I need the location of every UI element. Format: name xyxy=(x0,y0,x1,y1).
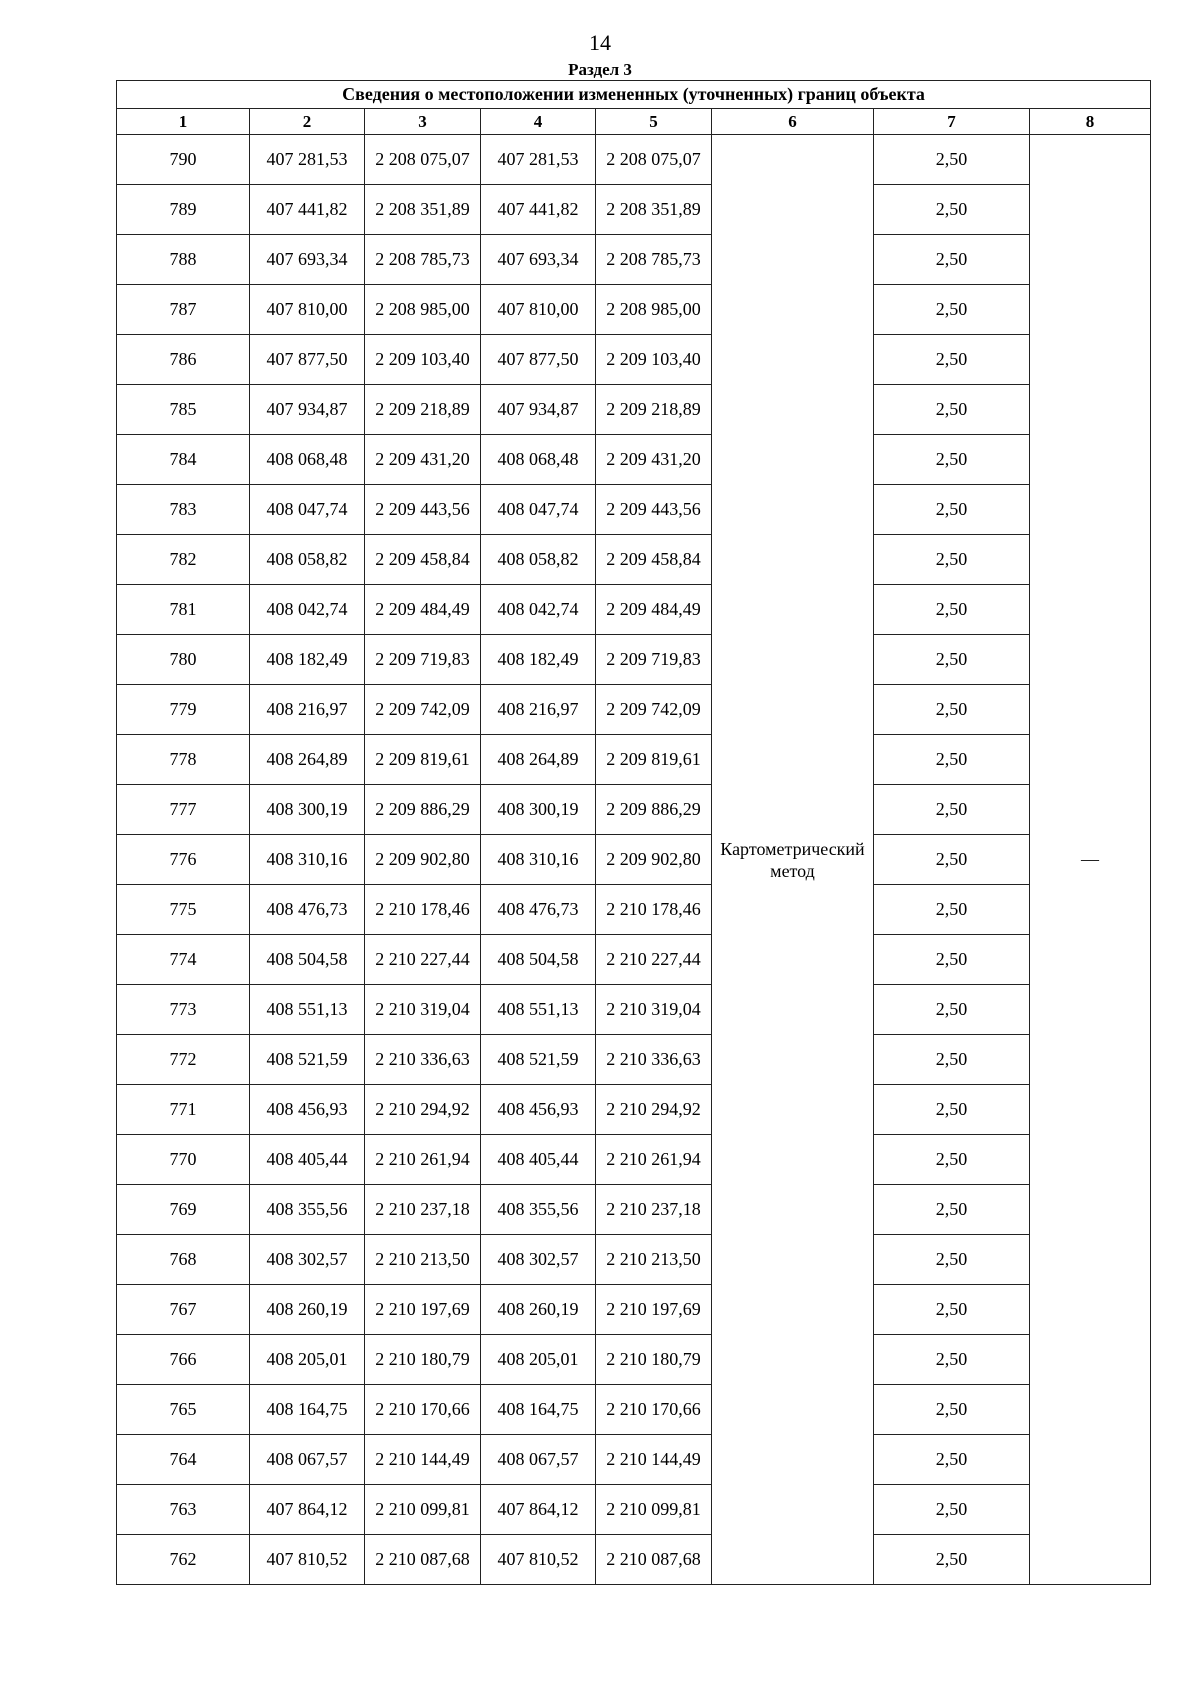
column-number: 5 xyxy=(596,109,712,135)
table-row xyxy=(117,335,1151,385)
existing-x-cell: 407 934,87 xyxy=(250,385,365,435)
table-row xyxy=(117,1485,1151,1535)
existing-x-cell: 408 300,19 xyxy=(250,785,365,835)
point-number-cell: 772 xyxy=(117,1035,250,1085)
error-value-cell: 2,50 xyxy=(874,335,1030,385)
error-value-cell: 2,50 xyxy=(874,1135,1030,1185)
point-number-cell: 773 xyxy=(117,985,250,1035)
table-row xyxy=(117,1085,1151,1135)
existing-x-cell: 408 260,19 xyxy=(250,1285,365,1335)
point-number-cell: 783 xyxy=(117,485,250,535)
table-row xyxy=(117,1035,1151,1085)
existing-y-cell: 2 209 431,20 xyxy=(365,435,481,485)
updated-y-cell: 2 210 180,79 xyxy=(596,1335,712,1385)
table-row xyxy=(117,1435,1151,1485)
updated-y-cell: 2 209 886,29 xyxy=(596,785,712,835)
error-value-cell: 2,50 xyxy=(874,935,1030,985)
existing-y-cell: 2 210 213,50 xyxy=(365,1235,481,1285)
updated-y-cell: 2 208 351,89 xyxy=(596,185,712,235)
point-number-cell: 775 xyxy=(117,885,250,935)
error-value-cell: 2,50 xyxy=(874,1435,1030,1485)
updated-x-cell: 408 205,01 xyxy=(481,1335,596,1385)
point-number-cell: 768 xyxy=(117,1235,250,1285)
table-row xyxy=(117,585,1151,635)
table-row xyxy=(117,635,1151,685)
updated-y-cell: 2 210 197,69 xyxy=(596,1285,712,1335)
updated-y-cell: 2 209 443,56 xyxy=(596,485,712,535)
column-number: 3 xyxy=(365,109,481,135)
updated-x-cell: 408 182,49 xyxy=(481,635,596,685)
existing-y-cell: 2 209 742,09 xyxy=(365,685,481,735)
section-title: Раздел 3 xyxy=(568,60,632,79)
table-row xyxy=(117,685,1151,735)
table-row xyxy=(117,735,1151,785)
existing-x-cell: 408 504,58 xyxy=(250,935,365,985)
updated-x-cell: 408 456,93 xyxy=(481,1085,596,1135)
point-number-cell: 779 xyxy=(117,685,250,735)
existing-x-cell: 408 164,75 xyxy=(250,1385,365,1435)
point-number-cell: 777 xyxy=(117,785,250,835)
error-value-cell: 2,50 xyxy=(874,535,1030,585)
page-number: 14 xyxy=(589,30,611,55)
updated-y-cell: 2 210 261,94 xyxy=(596,1135,712,1185)
point-number-cell: 781 xyxy=(117,585,250,635)
point-number-cell: 762 xyxy=(117,1535,250,1585)
point-number-cell: 790 xyxy=(117,135,250,185)
existing-x-cell: 408 405,44 xyxy=(250,1135,365,1185)
column-number: 6 xyxy=(712,109,874,135)
error-value-cell: 2,50 xyxy=(874,685,1030,735)
existing-y-cell: 2 208 075,07 xyxy=(365,135,481,185)
table-row xyxy=(117,785,1151,835)
error-value-cell: 2,50 xyxy=(874,735,1030,785)
existing-x-cell: 408 047,74 xyxy=(250,485,365,535)
updated-y-cell: 2 209 719,83 xyxy=(596,635,712,685)
point-number-cell: 774 xyxy=(117,935,250,985)
updated-y-cell: 2 208 075,07 xyxy=(596,135,712,185)
point-number-cell: 786 xyxy=(117,335,250,385)
error-value-cell: 2,50 xyxy=(874,1185,1030,1235)
table-row xyxy=(117,985,1151,1035)
updated-x-cell: 408 300,19 xyxy=(481,785,596,835)
point-number-cell: 785 xyxy=(117,385,250,435)
error-value-cell: 2,50 xyxy=(874,1335,1030,1385)
existing-x-cell: 407 864,12 xyxy=(250,1485,365,1535)
existing-x-cell: 408 264,89 xyxy=(250,735,365,785)
point-number-cell: 787 xyxy=(117,285,250,335)
table-row xyxy=(117,385,1151,435)
existing-x-cell: 407 810,00 xyxy=(250,285,365,335)
point-number-cell: 784 xyxy=(117,435,250,485)
existing-y-cell: 2 209 886,29 xyxy=(365,785,481,835)
error-value-cell: 2,50 xyxy=(874,185,1030,235)
updated-x-cell: 407 441,82 xyxy=(481,185,596,235)
updated-y-cell: 2 210 227,44 xyxy=(596,935,712,985)
updated-x-cell: 408 504,58 xyxy=(481,935,596,985)
error-value-cell: 2,50 xyxy=(874,1235,1030,1285)
table-row xyxy=(117,235,1151,285)
existing-y-cell: 2 210 319,04 xyxy=(365,985,481,1035)
point-number-cell: 782 xyxy=(117,535,250,585)
existing-x-cell: 408 551,13 xyxy=(250,985,365,1035)
table-body xyxy=(117,135,1151,1585)
existing-y-cell: 2 210 261,94 xyxy=(365,1135,481,1185)
updated-y-cell: 2 209 103,40 xyxy=(596,335,712,385)
existing-x-cell: 408 216,97 xyxy=(250,685,365,735)
point-number-cell: 770 xyxy=(117,1135,250,1185)
updated-x-cell: 408 355,56 xyxy=(481,1185,596,1235)
updated-y-cell: 2 209 902,80 xyxy=(596,835,712,885)
column-number: 1 xyxy=(117,109,250,135)
error-value-cell: 2,50 xyxy=(874,1035,1030,1085)
existing-y-cell: 2 208 985,00 xyxy=(365,285,481,335)
existing-y-cell: 2 210 099,81 xyxy=(365,1485,481,1535)
table-row xyxy=(117,1285,1151,1335)
updated-x-cell: 408 405,44 xyxy=(481,1135,596,1185)
updated-x-cell: 408 264,89 xyxy=(481,735,596,785)
error-value-cell: 2,50 xyxy=(874,1385,1030,1435)
updated-y-cell: 2 210 319,04 xyxy=(596,985,712,1035)
error-value-cell: 2,50 xyxy=(874,385,1030,435)
point-number-cell: 780 xyxy=(117,635,250,685)
existing-x-cell: 408 310,16 xyxy=(250,835,365,885)
updated-y-cell: 2 210 144,49 xyxy=(596,1435,712,1485)
table-row xyxy=(117,485,1151,535)
updated-x-cell: 407 810,00 xyxy=(481,285,596,335)
point-number-cell: 789 xyxy=(117,185,250,235)
point-number-cell: 788 xyxy=(117,235,250,285)
existing-x-cell: 408 205,01 xyxy=(250,1335,365,1385)
point-number-cell: 771 xyxy=(117,1085,250,1135)
existing-y-cell: 2 209 103,40 xyxy=(365,335,481,385)
existing-y-cell: 2 210 178,46 xyxy=(365,885,481,935)
point-number-cell: 764 xyxy=(117,1435,250,1485)
table-caption: Сведения о местоположении измененных (уточненных) границ объекта xyxy=(117,81,1151,109)
table-row xyxy=(117,885,1151,935)
existing-x-cell: 408 068,48 xyxy=(250,435,365,485)
existing-y-cell: 2 209 458,84 xyxy=(365,535,481,585)
error-value-cell: 2,50 xyxy=(874,785,1030,835)
error-value-cell: 2,50 xyxy=(874,1485,1030,1535)
existing-y-cell: 2 209 819,61 xyxy=(365,735,481,785)
existing-x-cell: 407 877,50 xyxy=(250,335,365,385)
table-row xyxy=(117,535,1151,585)
updated-x-cell: 408 047,74 xyxy=(481,485,596,535)
updated-y-cell: 2 209 218,89 xyxy=(596,385,712,435)
table-row xyxy=(117,1185,1151,1235)
existing-x-cell: 407 810,52 xyxy=(250,1535,365,1585)
updated-x-cell: 407 281,53 xyxy=(481,135,596,185)
error-value-cell: 2,50 xyxy=(874,835,1030,885)
updated-y-cell: 2 210 099,81 xyxy=(596,1485,712,1535)
existing-x-cell: 408 067,57 xyxy=(250,1435,365,1485)
table-row xyxy=(117,135,1151,185)
table-row xyxy=(117,285,1151,335)
existing-y-cell: 2 209 719,83 xyxy=(365,635,481,685)
updated-x-cell: 408 521,59 xyxy=(481,1035,596,1085)
updated-x-cell: 407 810,52 xyxy=(481,1535,596,1585)
updated-y-cell: 2 210 213,50 xyxy=(596,1235,712,1285)
note-cell: — xyxy=(1030,135,1151,1585)
updated-y-cell: 2 209 819,61 xyxy=(596,735,712,785)
existing-x-cell: 408 456,93 xyxy=(250,1085,365,1135)
updated-y-cell: 2 210 087,68 xyxy=(596,1535,712,1585)
existing-y-cell: 2 210 197,69 xyxy=(365,1285,481,1335)
updated-y-cell: 2 209 484,49 xyxy=(596,585,712,635)
updated-x-cell: 408 067,57 xyxy=(481,1435,596,1485)
existing-x-cell: 407 441,82 xyxy=(250,185,365,235)
point-number-cell: 766 xyxy=(117,1335,250,1385)
existing-y-cell: 2 210 180,79 xyxy=(365,1335,481,1385)
error-value-cell: 2,50 xyxy=(874,135,1030,185)
existing-y-cell: 2 210 237,18 xyxy=(365,1185,481,1235)
existing-y-cell: 2 210 227,44 xyxy=(365,935,481,985)
updated-y-cell: 2 210 294,92 xyxy=(596,1085,712,1135)
column-number-row xyxy=(117,109,1151,135)
updated-y-cell: 2 209 742,09 xyxy=(596,685,712,735)
error-value-cell: 2,50 xyxy=(874,285,1030,335)
existing-y-cell: 2 210 144,49 xyxy=(365,1435,481,1485)
updated-y-cell: 2 210 336,63 xyxy=(596,1035,712,1085)
existing-y-cell: 2 210 336,63 xyxy=(365,1035,481,1085)
point-number-cell: 778 xyxy=(117,735,250,785)
updated-y-cell: 2 208 785,73 xyxy=(596,235,712,285)
updated-y-cell: 2 210 237,18 xyxy=(596,1185,712,1235)
existing-y-cell: 2 209 902,80 xyxy=(365,835,481,885)
error-value-cell: 2,50 xyxy=(874,635,1030,685)
table-row xyxy=(117,1235,1151,1285)
existing-y-cell: 2 209 218,89 xyxy=(365,385,481,435)
existing-y-cell: 2 209 484,49 xyxy=(365,585,481,635)
existing-y-cell: 2 208 351,89 xyxy=(365,185,481,235)
error-value-cell: 2,50 xyxy=(874,1535,1030,1585)
updated-x-cell: 408 476,73 xyxy=(481,885,596,935)
updated-x-cell: 408 164,75 xyxy=(481,1385,596,1435)
updated-y-cell: 2 210 178,46 xyxy=(596,885,712,935)
table-row xyxy=(117,1335,1151,1385)
existing-y-cell: 2 210 294,92 xyxy=(365,1085,481,1135)
updated-x-cell: 408 302,57 xyxy=(481,1235,596,1285)
point-number-cell: 765 xyxy=(117,1385,250,1435)
updated-x-cell: 407 934,87 xyxy=(481,385,596,435)
table-row xyxy=(117,1385,1151,1435)
updated-y-cell: 2 209 458,84 xyxy=(596,535,712,585)
point-number-cell: 776 xyxy=(117,835,250,885)
updated-x-cell: 407 693,34 xyxy=(481,235,596,285)
existing-x-cell: 407 281,53 xyxy=(250,135,365,185)
updated-y-cell: 2 208 985,00 xyxy=(596,285,712,335)
updated-x-cell: 408 068,48 xyxy=(481,435,596,485)
updated-x-cell: 408 058,82 xyxy=(481,535,596,585)
updated-x-cell: 408 042,74 xyxy=(481,585,596,635)
updated-x-cell: 408 310,16 xyxy=(481,835,596,885)
existing-x-cell: 408 476,73 xyxy=(250,885,365,935)
error-value-cell: 2,50 xyxy=(874,885,1030,935)
existing-x-cell: 408 355,56 xyxy=(250,1185,365,1235)
point-number-cell: 763 xyxy=(117,1485,250,1535)
point-number-cell: 767 xyxy=(117,1285,250,1335)
point-number-cell: 769 xyxy=(117,1185,250,1235)
existing-x-cell: 408 042,74 xyxy=(250,585,365,635)
method-cell: Картометрический метод xyxy=(712,135,874,1585)
error-value-cell: 2,50 xyxy=(874,485,1030,535)
existing-x-cell: 408 182,49 xyxy=(250,635,365,685)
table-row xyxy=(117,835,1151,885)
column-number: 7 xyxy=(874,109,1030,135)
updated-y-cell: 2 209 431,20 xyxy=(596,435,712,485)
column-number: 8 xyxy=(1030,109,1151,135)
existing-x-cell: 408 302,57 xyxy=(250,1235,365,1285)
existing-y-cell: 2 210 087,68 xyxy=(365,1535,481,1585)
existing-y-cell: 2 208 785,73 xyxy=(365,235,481,285)
error-value-cell: 2,50 xyxy=(874,1285,1030,1335)
table-row xyxy=(117,1135,1151,1185)
updated-y-cell: 2 210 170,66 xyxy=(596,1385,712,1435)
updated-x-cell: 407 864,12 xyxy=(481,1485,596,1535)
error-value-cell: 2,50 xyxy=(874,235,1030,285)
table-row xyxy=(117,435,1151,485)
table-row xyxy=(117,935,1151,985)
column-number: 2 xyxy=(250,109,365,135)
existing-y-cell: 2 209 443,56 xyxy=(365,485,481,535)
table-row xyxy=(117,185,1151,235)
error-value-cell: 2,50 xyxy=(874,585,1030,635)
table-row xyxy=(117,1535,1151,1585)
existing-y-cell: 2 210 170,66 xyxy=(365,1385,481,1435)
existing-x-cell: 408 521,59 xyxy=(250,1035,365,1085)
updated-x-cell: 407 877,50 xyxy=(481,335,596,385)
existing-x-cell: 408 058,82 xyxy=(250,535,365,585)
error-value-cell: 2,50 xyxy=(874,435,1030,485)
error-value-cell: 2,50 xyxy=(874,985,1030,1035)
column-number: 4 xyxy=(481,109,596,135)
coordinates-table xyxy=(116,80,1151,1585)
updated-x-cell: 408 551,13 xyxy=(481,985,596,1035)
existing-x-cell: 407 693,34 xyxy=(250,235,365,285)
updated-x-cell: 408 216,97 xyxy=(481,685,596,735)
error-value-cell: 2,50 xyxy=(874,1085,1030,1135)
updated-x-cell: 408 260,19 xyxy=(481,1285,596,1335)
